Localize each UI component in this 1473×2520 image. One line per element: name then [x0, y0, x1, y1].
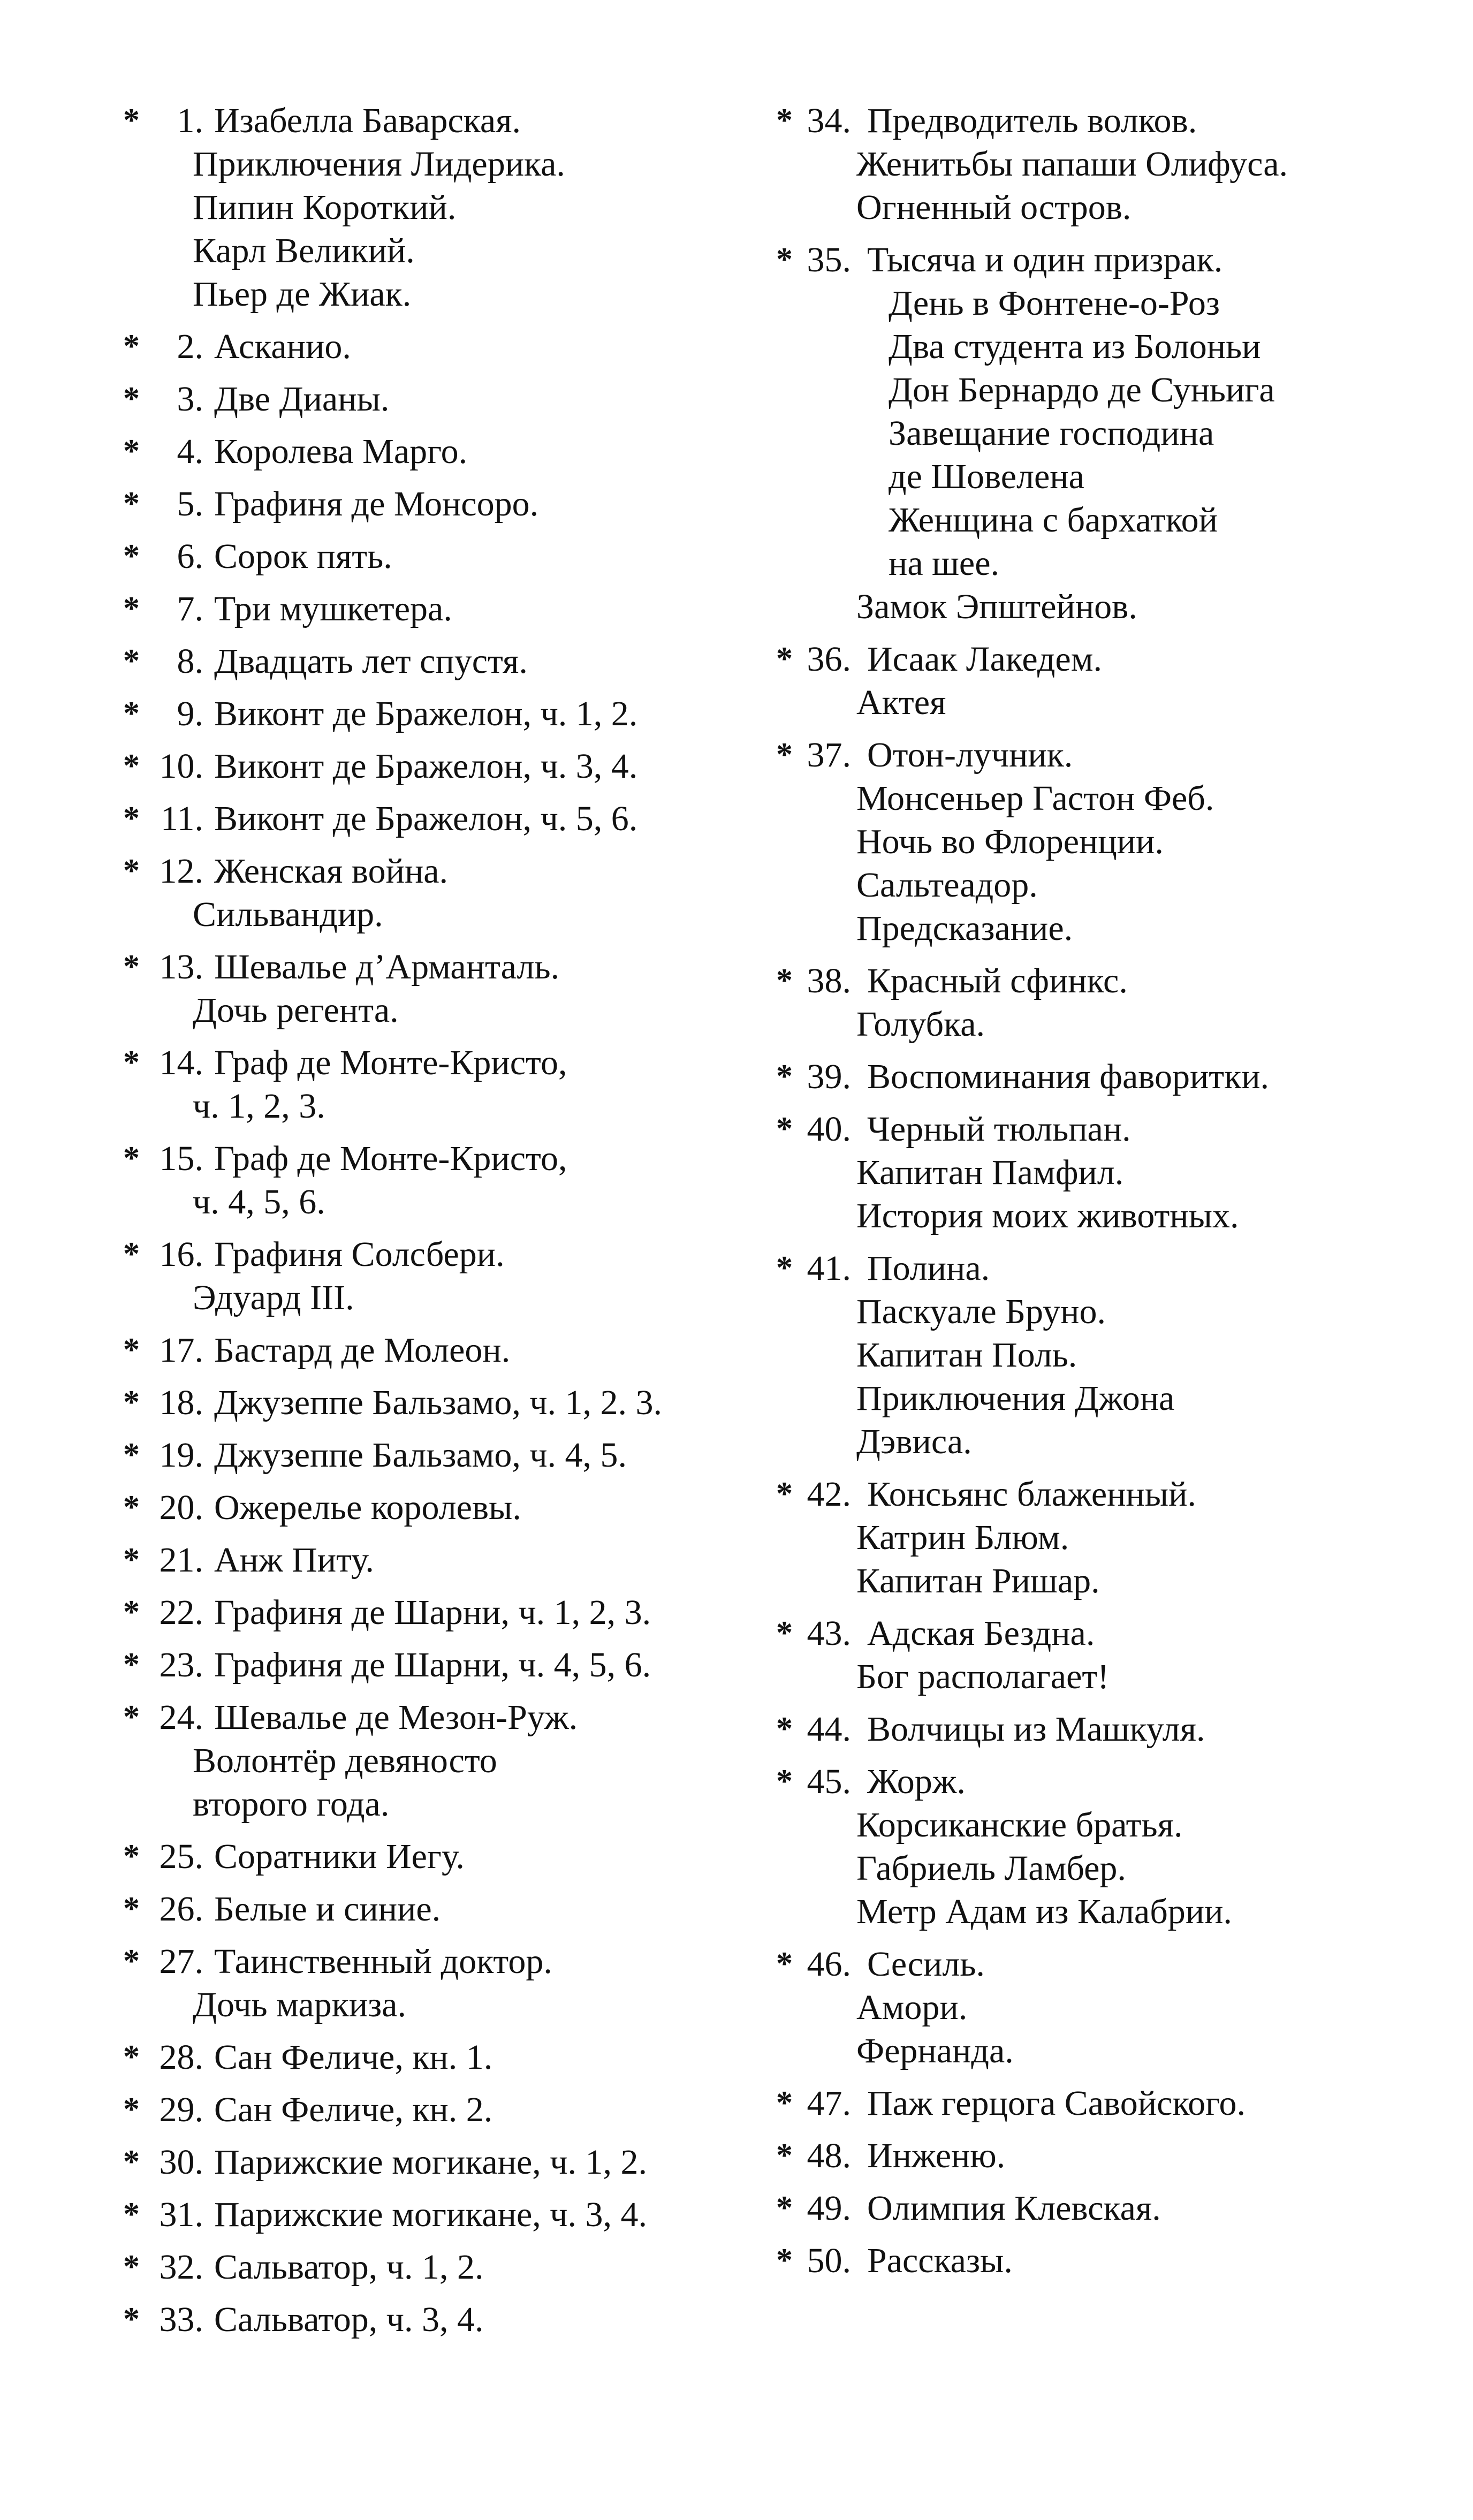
- list-item-first-line: [123, 1137, 744, 1180]
- item-title: Жорж.: [867, 1762, 966, 1801]
- item-title-continuation: Дэвиса.: [856, 1422, 972, 1461]
- list-item: [123, 430, 744, 473]
- asterisk-marker: *: [123, 1332, 140, 1368]
- item-title-continuation: Приключения Джона: [856, 1379, 1175, 1418]
- item-title-continuation: Ночь во Флоренции.: [856, 822, 1164, 861]
- asterisk-marker: *: [776, 962, 793, 999]
- item-title: Виконт де Бражелон, ч. 5, 6.: [214, 799, 638, 838]
- item-title: Консьянс блаженный.: [867, 1475, 1196, 1514]
- list-item: [776, 2082, 1397, 2125]
- item-number: 14.: [159, 1043, 203, 1082]
- item-number: 25.: [159, 1837, 203, 1876]
- item-number: 7.: [177, 589, 203, 628]
- item-title-continuation: Предсказание.: [856, 909, 1073, 948]
- item-number: 10.: [159, 747, 203, 786]
- list-item-first-line: [776, 1942, 1397, 1986]
- list-item-first-line: [123, 1329, 744, 1372]
- item-title-continuation: Два студента из Болоньи: [889, 327, 1261, 366]
- item-title: Графиня де Шарни, ч. 1, 2, 3.: [214, 1593, 651, 1632]
- item-number: 45.: [807, 1762, 851, 1801]
- item-title: Ожерелье королевы.: [214, 1488, 521, 1527]
- item-title-continuation: Капитан Ришар.: [856, 1561, 1100, 1600]
- list-item: [776, 2239, 1397, 2282]
- item-number: 5.: [177, 484, 203, 523]
- list-item: [123, 2298, 744, 2341]
- asterisk-marker: *: [123, 590, 140, 627]
- list-item: [123, 1433, 744, 1477]
- list-item: [123, 1329, 744, 1372]
- item-title: Красный сфинкс.: [867, 961, 1128, 1000]
- item-title-continuation: ч. 4, 5, 6.: [193, 1182, 325, 1221]
- asterisk-marker: *: [123, 800, 140, 837]
- item-number: 22.: [159, 1593, 203, 1632]
- item-title: Джузеппе Бальзамо, ч. 1, 2. 3.: [214, 1383, 663, 1422]
- list-item-first-line: [123, 99, 744, 142]
- item-number: 23.: [159, 1645, 203, 1684]
- item-title-continuation: Карл Великий.: [193, 231, 415, 270]
- item-title: Асканио.: [214, 327, 351, 366]
- item-title-continuation: Дочь маркиза.: [193, 1985, 406, 2024]
- list-item: [123, 99, 744, 316]
- item-title-continuation: Монсеньер Гастон Феб.: [856, 779, 1214, 818]
- list-item-first-line: [123, 1696, 744, 1739]
- list-item: [123, 2193, 744, 2236]
- item-number: 31.: [159, 2195, 203, 2234]
- item-title-continuation: Пьер де Жиак.: [193, 275, 412, 314]
- item-title: Паж герцога Савойского.: [867, 2084, 1246, 2123]
- item-title-continuation: Замок Эпштейнов.: [856, 587, 1137, 626]
- list-item: [123, 1137, 744, 1224]
- list-item: [123, 640, 744, 683]
- list-item-first-line: [123, 692, 744, 735]
- item-number: 49.: [807, 2189, 851, 2228]
- list-item-first-line: [123, 1233, 744, 1276]
- list-item-first-line: [123, 1887, 744, 1931]
- item-number: 41.: [807, 1249, 851, 1288]
- list-item: [776, 1472, 1397, 1603]
- item-title-continuation: Женитьбы папаши Олифуса.: [856, 145, 1288, 184]
- list-item-first-line: [776, 733, 1397, 777]
- item-number: 15.: [159, 1139, 203, 1178]
- item-title: Сесиль.: [867, 1945, 985, 1984]
- list-item: [776, 1055, 1397, 1098]
- list-item-first-line: [123, 2298, 744, 2341]
- list-item: [776, 99, 1397, 229]
- list-item-first-line: [123, 535, 744, 578]
- item-title: Полина.: [867, 1249, 990, 1288]
- item-title: Шевалье де Мезон-Руж.: [214, 1698, 578, 1737]
- item-title: Сальватор, ч. 3, 4.: [214, 2300, 484, 2339]
- item-title: Сан Феличе, кн. 1.: [214, 2038, 493, 2077]
- item-title-continuation: ч. 1, 2, 3.: [193, 1087, 325, 1126]
- item-title-continuation: Голубка.: [856, 1005, 985, 1044]
- item-number: 3.: [177, 379, 203, 419]
- list-item-first-line: [123, 945, 744, 989]
- item-title: Виконт де Бражелон, ч. 3, 4.: [214, 747, 638, 786]
- list-item: [776, 1247, 1397, 1463]
- asterisk-marker: *: [123, 695, 140, 732]
- list-item: [123, 2245, 744, 2289]
- item-number: 35.: [807, 240, 851, 279]
- item-title-continuation: Бог располагает!: [856, 1657, 1110, 1696]
- asterisk-marker: *: [776, 737, 793, 773]
- asterisk-marker: *: [123, 748, 140, 784]
- list-item: [123, 1233, 744, 1319]
- item-number: 12.: [159, 852, 203, 891]
- list-item-first-line: [123, 640, 744, 683]
- list-item: [123, 325, 744, 368]
- asterisk-marker: *: [776, 2242, 793, 2279]
- asterisk-marker: *: [123, 1594, 140, 1630]
- list-item-first-line: [776, 959, 1397, 1003]
- item-title: Виконт де Бражелон, ч. 1, 2.: [214, 694, 638, 733]
- list-item: [776, 1942, 1397, 2073]
- item-title: Три мушкетера.: [214, 589, 452, 628]
- list-item: [776, 238, 1397, 628]
- asterisk-marker: *: [776, 1946, 793, 1982]
- list-item-first-line: [776, 1760, 1397, 1803]
- item-title-continuation: Капитан Памфил.: [856, 1153, 1124, 1192]
- item-title-continuation: де Шовелена: [889, 457, 1084, 496]
- list-item: [776, 1707, 1397, 1751]
- item-title-continuation: Пипин Короткий.: [193, 188, 457, 227]
- item-title-continuation: День в Фонтене-о-Роз: [889, 284, 1220, 323]
- list-item: [123, 2036, 744, 2079]
- asterisk-marker: *: [123, 1384, 140, 1421]
- item-title-continuation: Паскуале Бруно.: [856, 1292, 1106, 1331]
- item-number: 30.: [159, 2143, 203, 2182]
- item-title: Исаак Лакедем.: [867, 640, 1102, 679]
- list-item: [123, 745, 744, 788]
- item-number: 46.: [807, 1945, 851, 1984]
- list-item: [123, 1696, 744, 1826]
- list-item-first-line: [776, 2134, 1397, 2177]
- item-number: 32.: [159, 2248, 203, 2287]
- item-number: 11.: [160, 799, 203, 838]
- item-title: Адская Бездна.: [867, 1614, 1095, 1653]
- list-item: [123, 587, 744, 631]
- item-title-continuation: Завещание господина: [889, 414, 1214, 453]
- item-title-continuation: Катрин Блюм.: [856, 1518, 1069, 1557]
- asterisk-marker: *: [776, 1711, 793, 1747]
- item-title: Две Дианы.: [214, 379, 390, 419]
- item-title-continuation: Дочь регента.: [193, 991, 399, 1030]
- asterisk-marker: *: [776, 2137, 793, 2174]
- item-number: 13.: [159, 947, 203, 986]
- list-item: [123, 849, 744, 936]
- list-item-first-line: [123, 2141, 744, 2184]
- asterisk-marker: *: [123, 1140, 140, 1176]
- asterisk-marker: *: [123, 1699, 140, 1735]
- list-item-first-line: [776, 2187, 1397, 2230]
- asterisk-marker: *: [776, 641, 793, 677]
- item-number: 17.: [159, 1331, 203, 1370]
- item-title-continuation: второго года.: [193, 1785, 390, 1824]
- item-number: 6.: [177, 537, 203, 576]
- item-title: Воспоминания фаворитки.: [867, 1057, 1270, 1096]
- item-title-continuation: Фернанда.: [856, 2031, 1014, 2070]
- item-title-continuation: Корсиканские братья.: [856, 1805, 1183, 1845]
- asterisk-marker: *: [123, 1646, 140, 1683]
- list-item-first-line: [123, 325, 744, 368]
- item-title-continuation: Габриель Ламбер.: [856, 1849, 1126, 1888]
- asterisk-marker: *: [123, 948, 140, 985]
- item-number: 42.: [807, 1475, 851, 1514]
- item-title: Сан Феличе, кн. 2.: [214, 2090, 493, 2129]
- asterisk-marker: *: [123, 381, 140, 417]
- list-item-first-line: [123, 797, 744, 840]
- list-item: [123, 1041, 744, 1128]
- item-number: 8.: [177, 642, 203, 681]
- list-item: [123, 1538, 744, 1582]
- asterisk-marker: *: [123, 2301, 140, 2337]
- item-number: 29.: [159, 2090, 203, 2129]
- item-title: Граф де Монте-Кристо,: [214, 1043, 567, 1082]
- asterisk-marker: *: [776, 241, 793, 278]
- item-title: Черный тюльпан.: [867, 1110, 1131, 1149]
- item-number: 21.: [159, 1540, 203, 1580]
- list-item-first-line: [776, 1612, 1397, 1655]
- list-item: [123, 1486, 744, 1529]
- list-item: [776, 733, 1397, 950]
- item-number: 47.: [807, 2084, 851, 2123]
- item-number: 24.: [159, 1698, 203, 1737]
- asterisk-marker: *: [123, 328, 140, 365]
- asterisk-marker: *: [776, 102, 793, 139]
- item-number: 38.: [807, 961, 851, 1000]
- list-item-first-line: [123, 1835, 744, 1878]
- list-item: [123, 945, 744, 1032]
- item-number: 2.: [177, 327, 203, 366]
- asterisk-marker: *: [776, 1058, 793, 1095]
- item-title-continuation: Амори.: [856, 1988, 968, 2027]
- item-number: 16.: [159, 1235, 203, 1274]
- asterisk-marker: *: [123, 1542, 140, 1578]
- asterisk-marker: *: [123, 433, 140, 469]
- item-title-continuation: Метр Адам из Калабрии.: [856, 1892, 1232, 1931]
- item-title: Отон-лучник.: [867, 735, 1073, 775]
- item-title: Женская война.: [214, 852, 449, 891]
- asterisk-marker: *: [123, 853, 140, 889]
- item-title: Инженю.: [867, 2136, 1006, 2175]
- list-item-first-line: [776, 1055, 1397, 1098]
- item-title: Олимпия Клевская.: [867, 2189, 1161, 2228]
- list-item-first-line: [123, 1940, 744, 1983]
- list-item-first-line: [123, 1538, 744, 1582]
- list-item-first-line: [123, 482, 744, 526]
- list-item: [776, 2187, 1397, 2230]
- item-title: Волчицы из Машкуля.: [867, 1710, 1205, 1749]
- list-item-first-line: [776, 2082, 1397, 2125]
- list-item-first-line: [123, 2036, 744, 2079]
- item-number: 33.: [159, 2300, 203, 2339]
- asterisk-marker: *: [776, 1250, 793, 1286]
- asterisk-marker: *: [123, 2249, 140, 2285]
- asterisk-marker: *: [776, 1763, 793, 1800]
- list-item-first-line: [776, 1472, 1397, 1516]
- item-number: 40.: [807, 1110, 851, 1149]
- item-title: Тысяча и один призрак.: [867, 240, 1223, 279]
- asterisk-marker: *: [776, 2190, 793, 2226]
- item-title-continuation: Огненный остров.: [856, 188, 1132, 227]
- item-number: 26.: [159, 1889, 203, 1929]
- list-item: [776, 1107, 1397, 1238]
- item-title: Предводитель волков.: [867, 101, 1197, 140]
- item-number: 37.: [807, 735, 851, 775]
- asterisk-marker: *: [123, 2196, 140, 2233]
- item-number: 48.: [807, 2136, 851, 2175]
- item-number: 9.: [177, 694, 203, 733]
- asterisk-marker: *: [776, 1111, 793, 1147]
- item-title-continuation: История моих животных.: [856, 1196, 1239, 1235]
- list-item-first-line: [123, 1041, 744, 1084]
- list-item-first-line: [123, 745, 744, 788]
- item-title: Сальватор, ч. 1, 2.: [214, 2248, 484, 2287]
- list-item-first-line: [776, 637, 1397, 681]
- item-title: Парижские могикане, ч. 3, 4.: [214, 2195, 647, 2234]
- asterisk-marker: *: [776, 2085, 793, 2121]
- list-item: [123, 1887, 744, 1931]
- item-title: Белые и синие.: [214, 1889, 441, 1929]
- list-item-first-line: [123, 1433, 744, 1477]
- list-item: [123, 1381, 744, 1424]
- left-column: [123, 99, 744, 2350]
- item-title-continuation: Сильвандир.: [193, 895, 383, 934]
- item-title-continuation: Сальтеадор.: [856, 866, 1038, 905]
- list-item: [776, 2134, 1397, 2177]
- asterisk-marker: *: [123, 1437, 140, 1473]
- asterisk-marker: *: [123, 102, 140, 139]
- list-item: [776, 637, 1397, 724]
- list-item: [123, 1591, 744, 1634]
- item-title: Графиня де Монсоро.: [214, 484, 539, 523]
- asterisk-marker: *: [123, 2039, 140, 2075]
- item-title-continuation: Приключения Лидерика.: [193, 145, 565, 184]
- item-title-continuation: Актея: [856, 683, 946, 722]
- asterisk-marker: *: [123, 1891, 140, 1927]
- asterisk-marker: *: [123, 1044, 140, 1081]
- item-title: Бастард де Молеон.: [214, 1331, 511, 1370]
- item-title: Граф де Монте-Кристо,: [214, 1139, 567, 1178]
- item-title: Графиня Солсбери.: [214, 1235, 505, 1274]
- item-title: Анж Питу.: [214, 1540, 374, 1580]
- asterisk-marker: *: [123, 643, 140, 679]
- item-title: Джузеппе Бальзамо, ч. 4, 5.: [214, 1436, 627, 1475]
- item-number: 34.: [807, 101, 851, 140]
- list-item-first-line: [776, 238, 1397, 282]
- list-item-first-line: [123, 1643, 744, 1687]
- item-number: 50.: [807, 2241, 851, 2280]
- list-item-first-line: [776, 1707, 1397, 1751]
- item-title: Парижские могикане, ч. 1, 2.: [214, 2143, 647, 2182]
- item-title-continuation: Эдуард III.: [193, 1278, 354, 1317]
- item-title: Шевалье д’Арманталь.: [214, 947, 560, 986]
- asterisk-marker: *: [123, 1838, 140, 1874]
- asterisk-marker: *: [123, 2091, 140, 2128]
- list-item: [123, 797, 744, 840]
- right-column: [776, 99, 1397, 2291]
- list-item-first-line: [776, 99, 1397, 142]
- asterisk-marker: *: [123, 2144, 140, 2180]
- list-item: [123, 1940, 744, 2026]
- list-item-first-line: [776, 1247, 1397, 1290]
- list-item: [123, 535, 744, 578]
- list-item-first-line: [123, 1381, 744, 1424]
- list-item-first-line: [123, 587, 744, 631]
- list-item-first-line: [776, 1107, 1397, 1151]
- list-item: [123, 1835, 744, 1878]
- item-title-continuation: Капитан Поль.: [856, 1335, 1077, 1375]
- list-item-first-line: [123, 2193, 744, 2236]
- list-item: [123, 692, 744, 735]
- list-item-first-line: [123, 849, 744, 893]
- item-title: Изабелла Баварская.: [214, 101, 521, 140]
- list-item: [776, 1612, 1397, 1698]
- item-number: 39.: [807, 1057, 851, 1096]
- item-title-continuation: Волонтёр девяносто: [193, 1741, 497, 1780]
- list-item-first-line: [123, 2088, 744, 2131]
- list-item: [776, 1760, 1397, 1933]
- list-item-first-line: [776, 2239, 1397, 2282]
- item-number: 18.: [159, 1383, 203, 1422]
- item-title: Двадцать лет спустя.: [214, 642, 528, 681]
- asterisk-marker: *: [123, 538, 140, 574]
- list-item: [123, 377, 744, 421]
- item-number: 4.: [177, 432, 203, 471]
- asterisk-marker: *: [776, 1476, 793, 1512]
- item-title: Таинственный доктор.: [214, 1942, 552, 1981]
- item-number: 36.: [807, 640, 851, 679]
- item-title: Сорок пять.: [214, 537, 392, 576]
- item-title: Графиня де Шарни, ч. 4, 5, 6.: [214, 1645, 651, 1684]
- asterisk-marker: *: [123, 1489, 140, 1525]
- list-item: [123, 2088, 744, 2131]
- item-number: 44.: [807, 1710, 851, 1749]
- asterisk-marker: *: [123, 1236, 140, 1272]
- list-item-first-line: [123, 1591, 744, 1634]
- list-item-first-line: [123, 377, 744, 421]
- item-number: 1.: [177, 101, 203, 140]
- item-number: 27.: [159, 1942, 203, 1981]
- list-item-first-line: [123, 2245, 744, 2289]
- list-item: [776, 959, 1397, 1046]
- item-title: Королева Марго.: [214, 432, 468, 471]
- list-item: [123, 2141, 744, 2184]
- item-number: 19.: [159, 1436, 203, 1475]
- item-number: 43.: [807, 1614, 851, 1653]
- item-title-continuation: на шее.: [889, 544, 1000, 583]
- list-item: [123, 482, 744, 526]
- item-title: Соратники Иегу.: [214, 1837, 465, 1876]
- asterisk-marker: *: [123, 485, 140, 522]
- item-number: 28.: [159, 2038, 203, 2077]
- list-item-first-line: [123, 430, 744, 473]
- item-title-continuation: Женщина с бархаткой: [889, 500, 1218, 540]
- item-title: Рассказы.: [867, 2241, 1013, 2280]
- item-number: 20.: [159, 1488, 203, 1527]
- list-item-first-line: [123, 1486, 744, 1529]
- list-item: [123, 1643, 744, 1687]
- item-title-continuation: Дон Бернардо де Суньига: [889, 370, 1275, 409]
- asterisk-marker: *: [123, 1943, 140, 1979]
- asterisk-marker: *: [776, 1615, 793, 1651]
